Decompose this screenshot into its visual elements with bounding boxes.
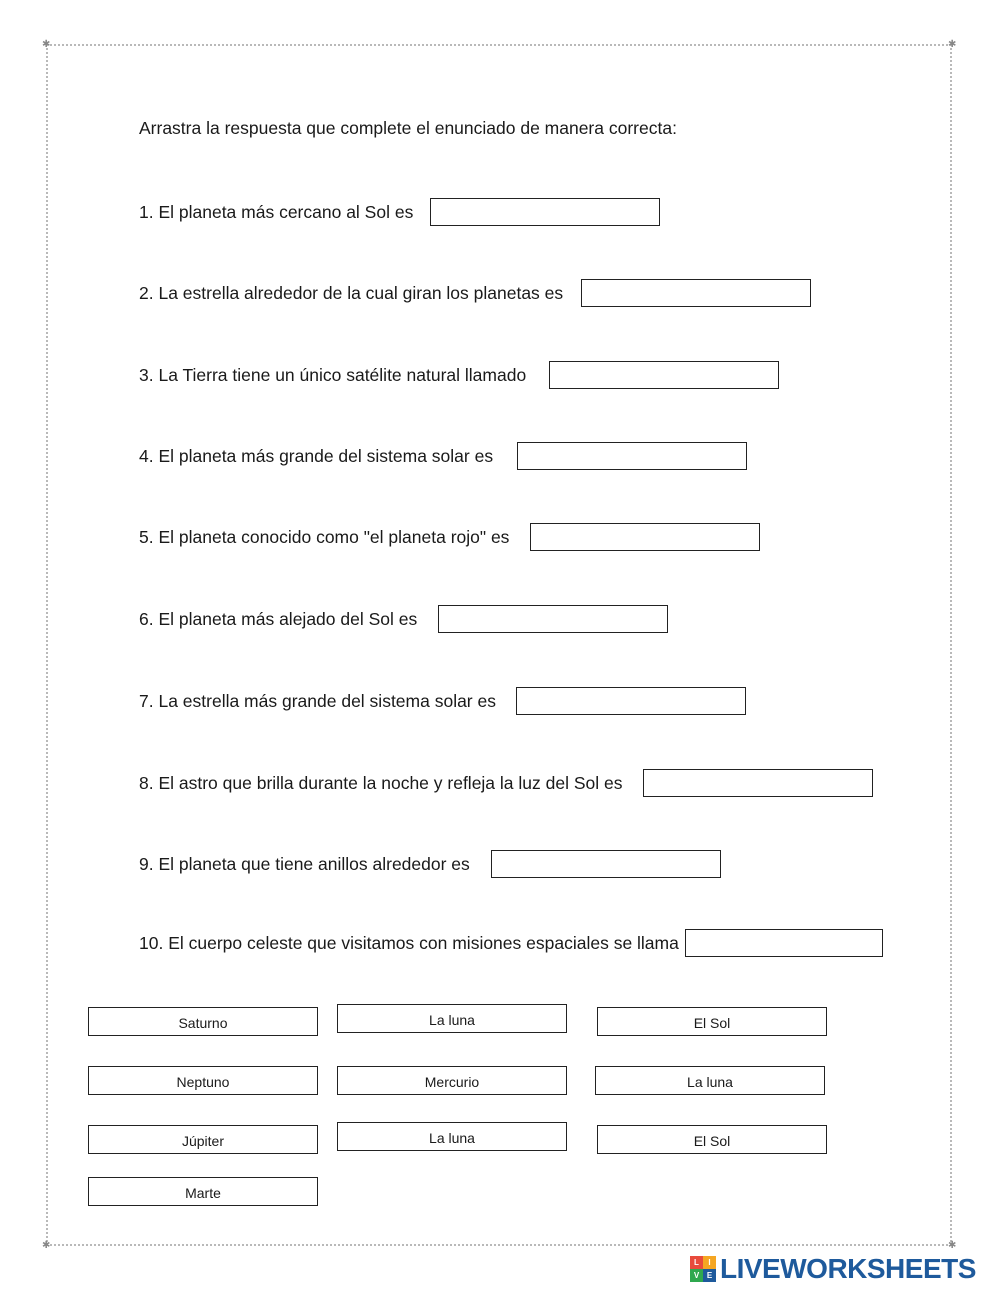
corner-mark-bottom-left: ✱ [42,1240,51,1251]
question-6 [139,604,668,634]
answer-drop-zone-9[interactable] [491,850,721,878]
question-4 [139,441,747,471]
question-text: 2. La estrella alrededor de la cual giran los planetas es [139,282,564,303]
answer-drop-zone-4[interactable] [517,442,747,470]
question-text: 10. El cuerpo celeste que visitamos con misiones espaciales se llama [139,932,679,953]
question-text: 6. El planeta más alejado del Sol es [139,608,418,629]
answer-drop-zone-7[interactable] [516,687,746,715]
answer-option-mercurio[interactable]: Mercurio [337,1066,567,1095]
liveworksheets-logo [690,1254,976,1284]
answer-option-marte[interactable]: Marte [88,1177,318,1206]
logo-letter-tile: I [703,1256,716,1269]
answer-option-el-sol[interactable]: El Sol [597,1125,827,1154]
question-7 [139,686,746,716]
answer-drop-zone-8[interactable] [643,769,873,797]
answer-option-neptuno[interactable]: Neptuno [88,1066,318,1095]
answer-drop-zone-1[interactable] [430,198,660,226]
answer-drop-zone-10[interactable] [685,929,883,957]
answer-option-jupiter[interactable]: Júpiter [88,1125,318,1154]
answer-option-el-sol[interactable]: El Sol [597,1007,827,1036]
answer-option-la-luna[interactable]: La luna [337,1122,567,1151]
question-2 [139,278,811,308]
question-text: 5. El planeta conocido como "el planeta rojo" es [139,526,510,547]
question-5 [139,522,760,552]
question-text: 1. El planeta más cercano al Sol es [139,201,414,222]
question-8 [139,768,873,798]
corner-mark-top-right: ✱ [948,39,957,50]
worksheet-instruction: Arrastra la respuesta que complete el enunciado de manera correcta: [139,118,677,138]
logo-letter-tile: V [690,1269,703,1282]
answer-drop-zone-6[interactable] [438,605,668,633]
logo-letter-tile: L [690,1256,703,1269]
question-text: 3. La Tierra tiene un único satélite natural llamado [139,364,527,385]
question-text: 4. El planeta más grande del sistema solar es [139,445,494,466]
answer-option-saturno[interactable]: Saturno [88,1007,318,1036]
answer-drop-zone-5[interactable] [530,523,760,551]
question-text: 7. La estrella más grande del sistema solar es [139,690,496,711]
answer-option-la-luna[interactable]: La luna [595,1066,825,1095]
corner-mark-top-left: ✱ [42,39,51,50]
question-9 [139,849,721,879]
answer-drop-zone-3[interactable] [549,361,779,389]
corner-mark-bottom-right: ✱ [948,1240,957,1251]
answer-option-la-luna[interactable]: La luna [337,1004,567,1033]
question-text: 8. El astro que brilla durante la noche y refleja la luz del Sol es [139,772,623,793]
question-10 [139,928,883,958]
logo-letter-tile: E [703,1269,716,1282]
answer-drop-zone-2[interactable] [581,279,811,307]
question-text: 9. El planeta que tiene anillos alrededor es [139,853,470,874]
question-1 [139,197,660,227]
question-3 [139,360,779,390]
liveworksheets-wordmark: LIVEWORKSHEETS [720,1253,976,1284]
liveworksheets-logo-icon [690,1256,716,1282]
